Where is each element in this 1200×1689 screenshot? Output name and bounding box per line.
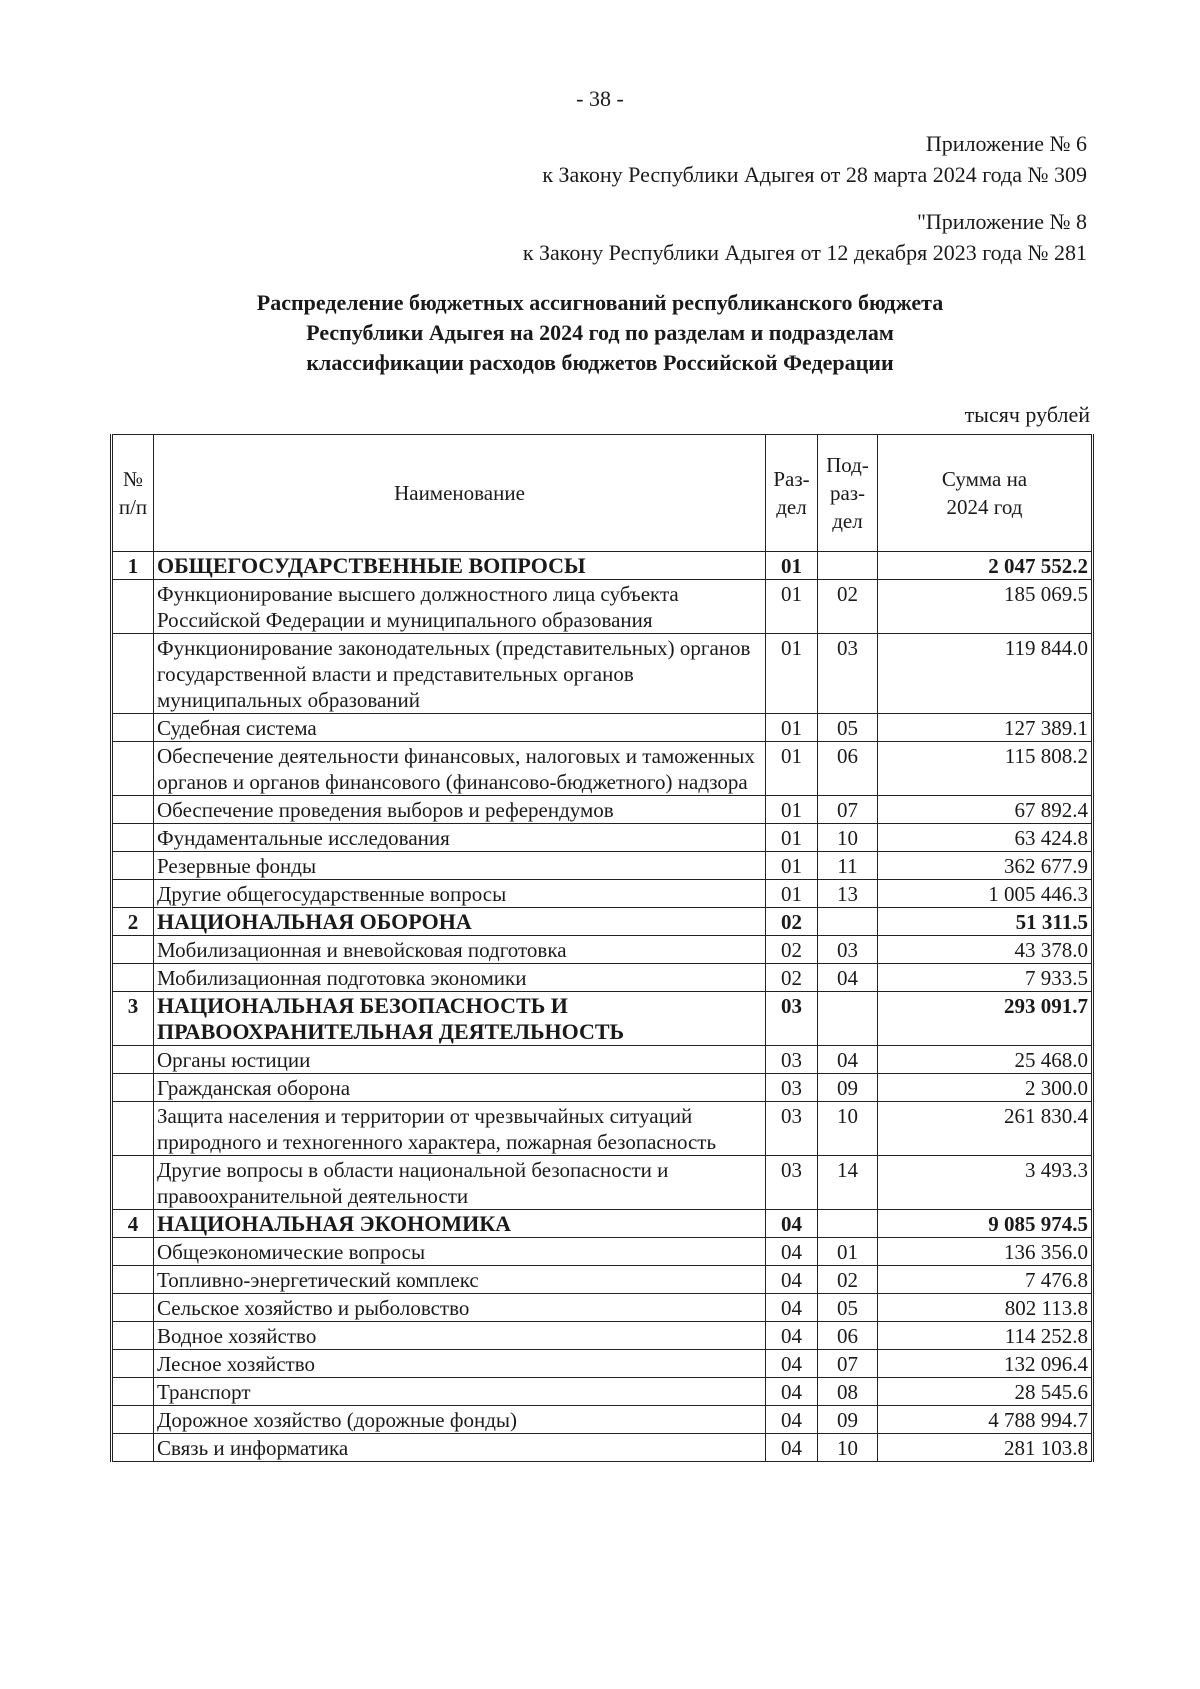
cell-subsection: 11 xyxy=(818,852,878,880)
cell-num xyxy=(112,1434,154,1462)
cell-num xyxy=(112,742,154,796)
cell-subsection: 07 xyxy=(818,1350,878,1378)
cell-name: Водное хозяйство xyxy=(154,1322,766,1350)
cell-amount: 293 091.7 xyxy=(878,992,1093,1046)
cell-name: Органы юстиции xyxy=(154,1046,766,1074)
cell-num xyxy=(112,1406,154,1434)
cell-section: 04 xyxy=(766,1266,818,1294)
cell-name: Фундаментальные исследования xyxy=(154,824,766,852)
table-row xyxy=(112,742,1093,796)
table-row xyxy=(112,1434,1093,1462)
cell-section: 01 xyxy=(766,552,818,580)
cell-section: 03 xyxy=(766,1074,818,1102)
cell-name: Резервные фонды xyxy=(154,852,766,880)
section-row xyxy=(112,552,1093,580)
cell-num xyxy=(112,1238,154,1266)
cell-section: 04 xyxy=(766,1378,818,1406)
cell-section: 03 xyxy=(766,1046,818,1074)
title-line3: классификации расходов бюджетов Российской Федерации xyxy=(306,350,894,375)
cell-num xyxy=(112,634,154,714)
cell-name: Гражданская оборона xyxy=(154,1074,766,1102)
cell-subsection: 13 xyxy=(818,880,878,908)
table-row xyxy=(112,1102,1093,1156)
cell-num xyxy=(112,1156,154,1210)
cell-section: 03 xyxy=(766,1156,818,1210)
table-row xyxy=(112,1238,1093,1266)
cell-subsection: 10 xyxy=(818,1102,878,1156)
cell-subsection xyxy=(818,1210,878,1238)
cell-num xyxy=(112,580,154,634)
cell-num: 2 xyxy=(112,908,154,936)
cell-name: Топливно-энергетический комплекс xyxy=(154,1266,766,1294)
cell-num xyxy=(112,1074,154,1102)
cell-amount: 63 424.8 xyxy=(878,824,1093,852)
cell-num xyxy=(112,852,154,880)
appendix-original-line1: "Приложение № 8 xyxy=(916,209,1087,234)
header-name: Наименование xyxy=(154,435,766,552)
header-section: Раз- дел xyxy=(766,435,818,552)
table-row xyxy=(112,824,1093,852)
cell-num xyxy=(112,1266,154,1294)
table-row xyxy=(112,964,1093,992)
cell-amount: 802 113.8 xyxy=(878,1294,1093,1322)
cell-subsection: 10 xyxy=(818,1434,878,1462)
cell-amount: 127 389.1 xyxy=(878,714,1093,742)
cell-subsection: 06 xyxy=(818,1322,878,1350)
table-row xyxy=(112,1406,1093,1434)
appendix-current xyxy=(542,128,1087,190)
cell-num xyxy=(112,796,154,824)
units-label: тысяч рублей xyxy=(964,402,1090,427)
cell-name: НАЦИОНАЛЬНАЯ ОБОРОНА xyxy=(154,908,766,936)
cell-subsection: 04 xyxy=(818,1046,878,1074)
header-amount: Сумма на 2024 год xyxy=(878,435,1093,552)
cell-section: 01 xyxy=(766,852,818,880)
cell-num xyxy=(112,714,154,742)
cell-amount: 119 844.0 xyxy=(878,634,1093,714)
cell-amount: 9 085 974.5 xyxy=(878,1210,1093,1238)
cell-name: Связь и информатика xyxy=(154,1434,766,1462)
cell-subsection: 07 xyxy=(818,796,878,824)
cell-subsection: 06 xyxy=(818,742,878,796)
cell-subsection xyxy=(818,992,878,1046)
cell-subsection xyxy=(818,908,878,936)
cell-section: 04 xyxy=(766,1350,818,1378)
cell-name: Общеэкономические вопросы xyxy=(154,1238,766,1266)
cell-num: 3 xyxy=(112,992,154,1046)
cell-amount: 114 252.8 xyxy=(878,1322,1093,1350)
cell-section: 02 xyxy=(766,908,818,936)
table-row xyxy=(112,1294,1093,1322)
document-title xyxy=(160,288,1040,378)
cell-section: 01 xyxy=(766,742,818,796)
cell-amount: 3 493.3 xyxy=(878,1156,1093,1210)
cell-num xyxy=(112,936,154,964)
cell-name: Другие общегосударственные вопросы xyxy=(154,880,766,908)
cell-name: Мобилизационная и вневойсковая подготовка xyxy=(154,936,766,964)
table-row xyxy=(112,880,1093,908)
cell-amount: 281 103.8 xyxy=(878,1434,1093,1462)
table-row xyxy=(112,1074,1093,1102)
table-row xyxy=(112,1046,1093,1074)
cell-subsection: 03 xyxy=(818,634,878,714)
cell-amount: 7 476.8 xyxy=(878,1266,1093,1294)
cell-section: 02 xyxy=(766,936,818,964)
cell-num xyxy=(112,1322,154,1350)
cell-amount: 43 378.0 xyxy=(878,936,1093,964)
cell-num xyxy=(112,1378,154,1406)
cell-section: 03 xyxy=(766,1102,818,1156)
cell-subsection: 08 xyxy=(818,1378,878,1406)
cell-name: Функционирование высшего должностного лица субъекта Российской Федерации и муниципального образования xyxy=(154,580,766,634)
cell-section: 02 xyxy=(766,964,818,992)
cell-section: 01 xyxy=(766,580,818,634)
appendix-current-line2: к Закону Республики Адыгея от 28 марта 2024 года № 309 xyxy=(542,162,1087,187)
cell-amount: 132 096.4 xyxy=(878,1350,1093,1378)
table-body xyxy=(112,552,1093,1462)
table-row xyxy=(112,936,1093,964)
cell-amount: 4 788 994.7 xyxy=(878,1406,1093,1434)
table-row xyxy=(112,1350,1093,1378)
cell-name: ОБЩЕГОСУДАРСТВЕННЫЕ ВОПРОСЫ xyxy=(154,552,766,580)
budget-table xyxy=(110,434,1094,1462)
cell-num xyxy=(112,1350,154,1378)
section-row xyxy=(112,1210,1093,1238)
cell-subsection: 10 xyxy=(818,824,878,852)
cell-num xyxy=(112,964,154,992)
cell-amount: 51 311.5 xyxy=(878,908,1093,936)
cell-amount: 1 005 446.3 xyxy=(878,880,1093,908)
title-line1: Распределение бюджетных ассигнований республиканского бюджета xyxy=(256,290,944,315)
cell-name: Сельское хозяйство и рыболовство xyxy=(154,1294,766,1322)
cell-amount: 136 356.0 xyxy=(878,1238,1093,1266)
cell-subsection: 02 xyxy=(818,1266,878,1294)
cell-name: Обеспечение проведения выборов и референдумов xyxy=(154,796,766,824)
cell-section: 04 xyxy=(766,1238,818,1266)
cell-amount: 67 892.4 xyxy=(878,796,1093,824)
table-row xyxy=(112,852,1093,880)
page-number: - 38 - xyxy=(576,86,624,111)
cell-name: Функционирование законодательных (представительных) органов государственной власти и представительных органов муниципальных образований xyxy=(154,634,766,714)
cell-num xyxy=(112,1294,154,1322)
table-row xyxy=(112,1156,1093,1210)
table-row xyxy=(112,1266,1093,1294)
cell-num xyxy=(112,880,154,908)
table-header-row xyxy=(112,435,1093,552)
cell-section: 03 xyxy=(766,992,818,1046)
cell-name: Судебная система xyxy=(154,714,766,742)
cell-section: 04 xyxy=(766,1210,818,1238)
cell-amount: 7 933.5 xyxy=(878,964,1093,992)
cell-section: 04 xyxy=(766,1406,818,1434)
table-row xyxy=(112,1322,1093,1350)
cell-name: Лесное хозяйство xyxy=(154,1350,766,1378)
cell-num: 1 xyxy=(112,552,154,580)
cell-amount: 2 300.0 xyxy=(878,1074,1093,1102)
cell-section: 01 xyxy=(766,634,818,714)
cell-name: Защита населения и территории от чрезвычайных ситуаций природного и техногенного характера, пожарная безопасность xyxy=(154,1102,766,1156)
cell-subsection: 02 xyxy=(818,580,878,634)
section-row xyxy=(112,992,1093,1046)
cell-amount: 362 677.9 xyxy=(878,852,1093,880)
section-row xyxy=(112,908,1093,936)
cell-subsection xyxy=(818,552,878,580)
cell-amount: 261 830.4 xyxy=(878,1102,1093,1156)
cell-subsection: 01 xyxy=(818,1238,878,1266)
appendix-original-line2: к Закону Республики Адыгея от 12 декабря 2023 года № 281 xyxy=(522,240,1087,265)
cell-section: 01 xyxy=(766,796,818,824)
cell-amount: 28 545.6 xyxy=(878,1378,1093,1406)
table-row xyxy=(112,796,1093,824)
cell-section: 01 xyxy=(766,824,818,852)
cell-section: 04 xyxy=(766,1434,818,1462)
cell-section: 01 xyxy=(766,880,818,908)
cell-subsection: 09 xyxy=(818,1406,878,1434)
cell-subsection: 05 xyxy=(818,1294,878,1322)
cell-name: Обеспечение деятельности финансовых, налоговых и таможенных органов и органов финансового (финансово-бюджетного) надзора xyxy=(154,742,766,796)
cell-num xyxy=(112,824,154,852)
table-row xyxy=(112,580,1093,634)
cell-name: Дорожное хозяйство (дорожные фонды) xyxy=(154,1406,766,1434)
title-line2: Республики Адыгея на 2024 год по разделам и подразделам xyxy=(306,320,894,345)
cell-subsection: 03 xyxy=(818,936,878,964)
cell-name: НАЦИОНАЛЬНАЯ ЭКОНОМИКА xyxy=(154,1210,766,1238)
cell-subsection: 09 xyxy=(818,1074,878,1102)
cell-num xyxy=(112,1102,154,1156)
table-row xyxy=(112,714,1093,742)
cell-name: НАЦИОНАЛЬНАЯ БЕЗОПАСНОСТЬ И ПРАВООХРАНИТЕЛЬНАЯ ДЕЯТЕЛЬНОСТЬ xyxy=(154,992,766,1046)
cell-section: 04 xyxy=(766,1322,818,1350)
cell-num: 4 xyxy=(112,1210,154,1238)
cell-name: Транспорт xyxy=(154,1378,766,1406)
appendix-original xyxy=(523,206,1087,268)
cell-section: 01 xyxy=(766,714,818,742)
cell-section: 04 xyxy=(766,1294,818,1322)
cell-subsection: 04 xyxy=(818,964,878,992)
cell-name: Мобилизационная подготовка экономики xyxy=(154,964,766,992)
cell-num xyxy=(112,1046,154,1074)
cell-amount: 25 468.0 xyxy=(878,1046,1093,1074)
table-row xyxy=(112,1378,1093,1406)
appendix-current-line1: Приложение № 6 xyxy=(925,131,1087,156)
cell-amount: 2 047 552.2 xyxy=(878,552,1093,580)
cell-amount: 185 069.5 xyxy=(878,580,1093,634)
cell-amount: 115 808.2 xyxy=(878,742,1093,796)
cell-subsection: 05 xyxy=(818,714,878,742)
cell-name: Другие вопросы в области национальной безопасности и правоохранительной деятельности xyxy=(154,1156,766,1210)
header-subsection: Под- раз- дел xyxy=(818,435,878,552)
header-num: № п/п xyxy=(112,435,154,552)
table-row xyxy=(112,634,1093,714)
cell-subsection: 14 xyxy=(818,1156,878,1210)
